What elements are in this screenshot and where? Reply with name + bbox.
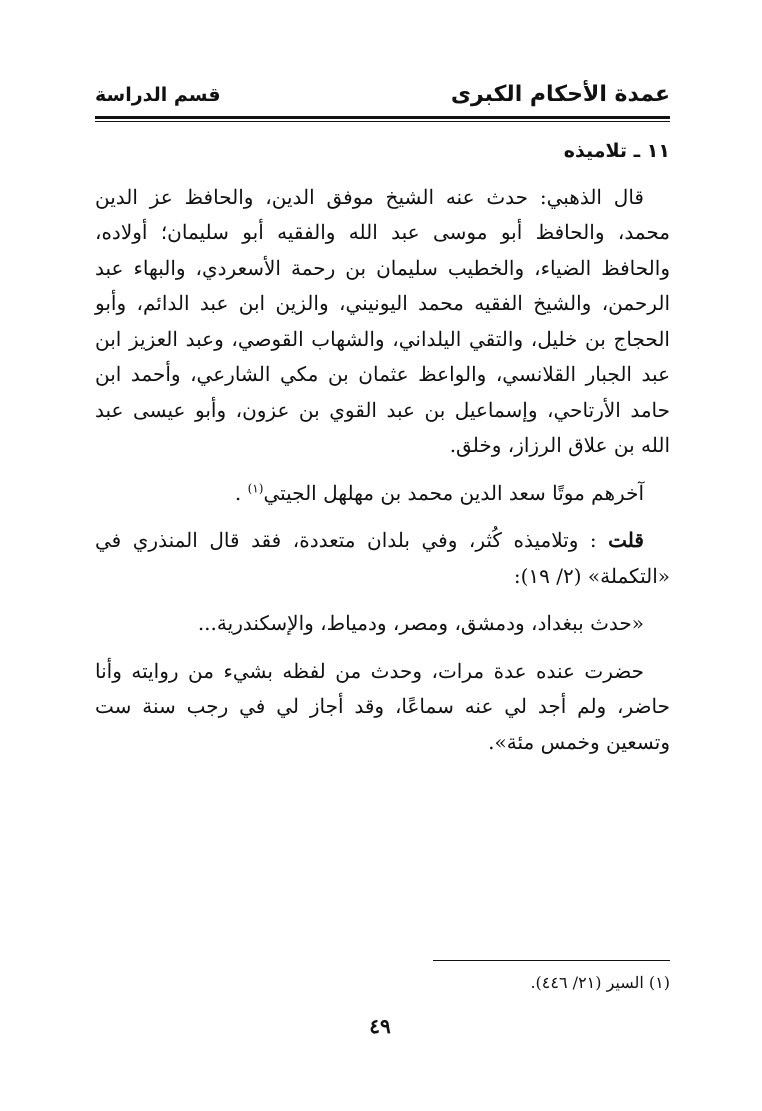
footnote: (١) السير (٢١/ ٤٤٦).: [530, 973, 670, 992]
paragraph-students: قال الذهبي: حدث عنه الشيخ موفق الدين، والحافظ عز الدين محمد، والحافظ أبو موسى عبد الله والفقيه أبو سليمان؛ أولاده، والحافظ الضياء، والخطيب سليمان بن رحمة الأسعردي، والبهاء عبد الرحمن، والشيخ الفقيه محمد اليونيني، والزين ابن عبد الدائم، وأبو الحجاج بن خليل، والتقي اليلداني، والشهاب القوصي، وعبد العزيز ابن عبد الجبار القلانسي، والواعظ عثمان بن مكي الشارعي، وأحمد ابن حامد الأرتاحي، وإسماعيل بن عبد القوي بن عزون، وأبو عيسى عبد الله بن علاق الرزاز، وخلق.: [95, 184, 670, 457]
section-title: قسم الدراسة: [95, 84, 221, 106]
paragraph-quote-start: «حدث ببغداد، ودمشق، ومصر، ودمياط، والإسكندرية...: [197, 611, 644, 635]
page-number: ٤٩: [369, 1014, 391, 1038]
header-rule-thin: [95, 121, 670, 122]
main-text: [95, 134, 670, 772]
section-heading: ١١ ـ تلاميذه: [563, 140, 670, 162]
book-title: عمدة الأحكام الكبرى: [450, 82, 670, 107]
header-rule-thick: [95, 116, 670, 119]
footnote-marker: (١): [247, 480, 264, 495]
paragraph-last-student-text: آخرهم موتًا سعد الدين محمد بن مهلهل الجيتي: [263, 480, 644, 505]
paragraph-last-student-end: .: [234, 480, 242, 505]
paragraph-comment: [95, 523, 670, 594]
paragraph-last-student: [95, 476, 670, 512]
paragraph-quote-end: حضرت عنده عدة مرات، وحدث من لفظه بشيء من روايته وأنا حاضر، ولم أجد لي عنه سماعًا، وقد أجاز لي في رجب سنة ست وتسعين وخمس مئة».: [95, 658, 670, 754]
running-header: [95, 82, 670, 116]
footnote-rule: [433, 960, 670, 961]
comment-text: : وتلاميذه كُثر، وفي بلدان متعددة، فقد قال المنذري في «التكملة» (٢/ ١٩):: [95, 528, 670, 588]
comment-label: قلت: [608, 528, 644, 552]
